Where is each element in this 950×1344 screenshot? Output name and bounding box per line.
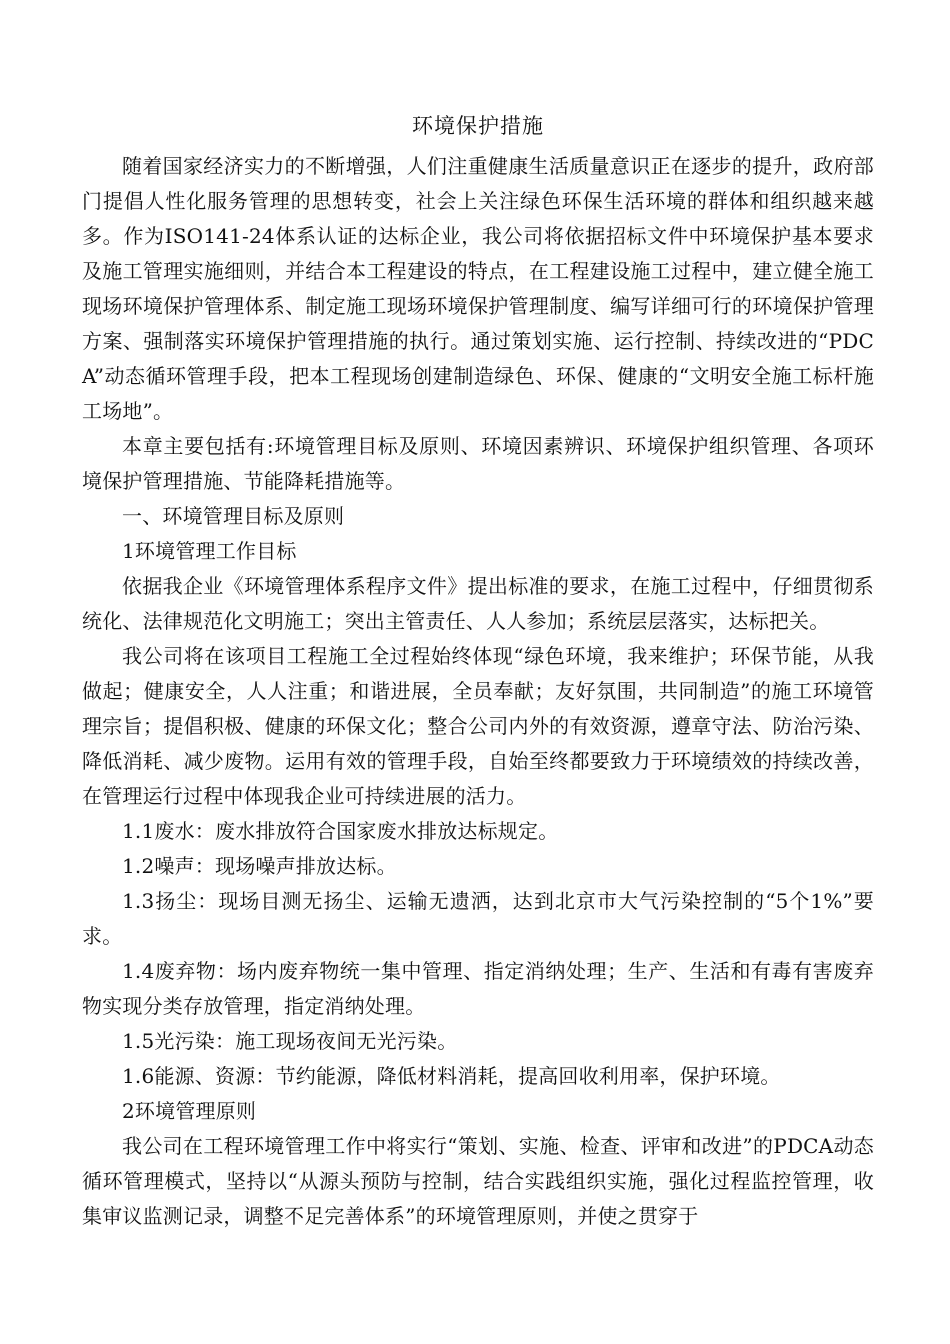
document-title: 环境保护措施 bbox=[412, 114, 544, 138]
list-item-wastewater: 1.1废水：废水排放符合国家废水排放达标规定。 bbox=[122, 819, 559, 843]
paragraph-target-basis: 依据我企业《环境管理体系程序文件》提出标准的要求，在施工过程中，仔细贯彻系统化、法律规范化文明施工；突出主管责任、人人参加；系统层层落实，达标把关。 bbox=[82, 574, 874, 633]
subsection-heading-2: 2环境管理原则 bbox=[122, 1099, 257, 1123]
paragraph-management-principle: 我公司将在该项目工程施工全过程始终体现“绿色环境，我来维护；环保节能，从我做起；健康安全，人人注重；和谐进展，全员奉献；友好氛围，共同制造”的施工环境管理宗旨；提倡积极、健康的环保文化；整合公司内外的有效资源，遵章守法、防治污染、降低消耗、减少废物。运用有效的管理手段，自始至终都要致力于环境绩效的持续改善，在管理运行过程中体现我企业可持续进展的活力。 bbox=[82, 644, 874, 808]
paragraph-intro: 随着国家经济实力的不断增强，人们注重健康生活质量意识正在逐步的提升，政府部门提倡人性化服务管理的思想转变，社会上关注绿色环保生活环境的群体和组织越来越多。作为ISO141-24体系认证的达标企业，我公司将依据招标文件中环境保护基本要求及施工管理实施细则，并结合本工程建设的特点，在工程建设施工过程中，建立健全施工现场环境保护管理体系、制定施工现场环境保护管理制度、编写详细可行的环境保护管理方案、强制落实环境保护管理措施的执行。通过策划实施、运行控制、持续改进的“PDCA”动态循环管理手段，把本工程现场创建制造绿色、环保、健康的“文明安全施工标杆施工场地”。 bbox=[82, 154, 874, 423]
list-item-energy: 1.6能源、资源：节约能源，降低材料消耗，提高回收利用率，保护环境。 bbox=[122, 1064, 781, 1088]
paragraph-chapter-summary: 本章主要包括有:环境管理目标及原则、环境因素辨识、环境保护组织管理、各项环境保护管理措施、节能降耗措施等。 bbox=[82, 434, 874, 493]
document-body bbox=[82, 103, 874, 1234]
subsection-heading-1: 1环境管理工作目标 bbox=[122, 539, 297, 563]
list-item-light-pollution: 1.5光污染：施工现场夜间无光污染。 bbox=[122, 1029, 458, 1053]
list-item-waste: 1.4废弃物：场内废弃物统一集中管理、指定消纳处理；生产、生活和有毒有害废弃物实现分类存放管理，指定消纳处理。 bbox=[82, 959, 874, 1018]
section-heading-1: 一、环境管理目标及原则 bbox=[122, 504, 345, 528]
list-item-noise: 1.2噪声：现场噪声排放达标。 bbox=[122, 854, 397, 878]
paragraph-pdca: 我公司在工程环境管理工作中将实行“策划、实施、检查、评审和改进”的PDCA动态循环管理模式，坚持以“从源头预防与控制，结合实践组织实施，强化过程监控管理，收集审议监测记录，调整不足完善体系”的环境管理原则，并使之贯穿于 bbox=[82, 1134, 874, 1228]
list-item-dust: 1.3扬尘：现场目测无扬尘、运输无遗洒，达到北京市大气污染控制的“5个1%”要求。 bbox=[82, 889, 874, 948]
